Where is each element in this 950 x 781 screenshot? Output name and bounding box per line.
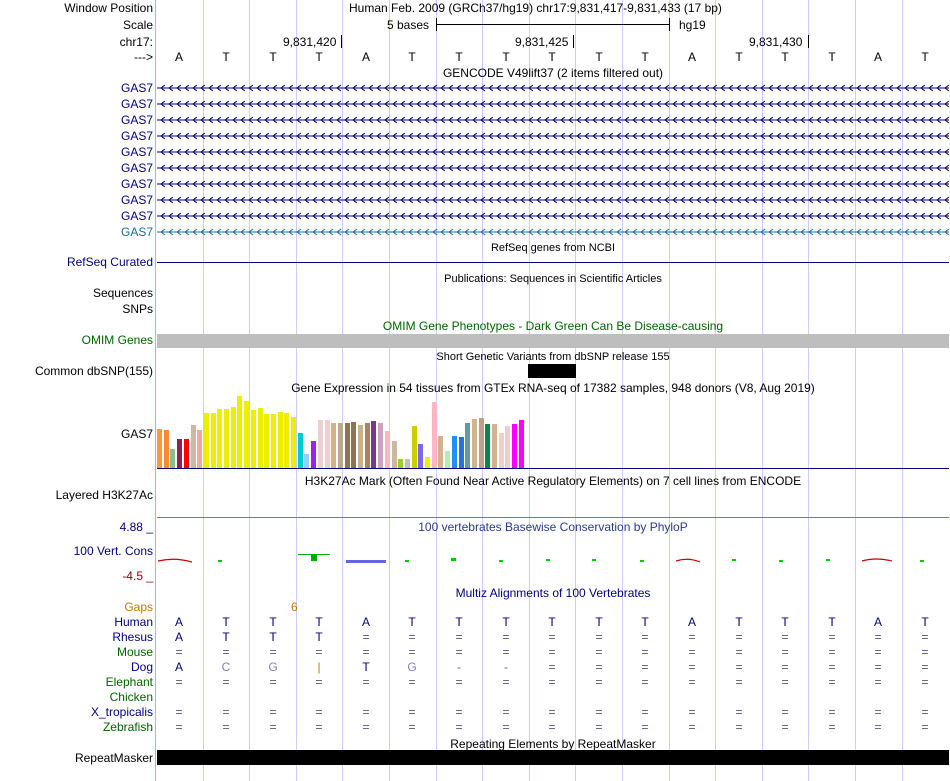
multiz-base: A bbox=[687, 615, 696, 629]
chrom-label: chr17: bbox=[119, 35, 153, 49]
multiz-base: T bbox=[921, 615, 929, 629]
multiz-base: = bbox=[502, 675, 510, 689]
multiz-base: = bbox=[641, 630, 649, 644]
multiz-base: = bbox=[502, 720, 510, 734]
window-position-text: Human Feb. 2009 (GRCh37/hg19) chr17:9,831,417-9,831,433 (17 bp) bbox=[349, 1, 722, 15]
multiz-base: = bbox=[874, 675, 882, 689]
gencode-item-label[interactable]: GAS7 bbox=[120, 225, 153, 239]
phylop-positive-bar[interactable] bbox=[311, 554, 317, 561]
gencode-item-label[interactable]: GAS7 bbox=[120, 177, 153, 191]
base-letter: T bbox=[735, 50, 743, 64]
strand-label: ---> bbox=[134, 50, 153, 64]
dbsnp-track-title[interactable]: Short Genetic Variants from dbSNP release 155 bbox=[436, 351, 670, 363]
multiz-base: = bbox=[781, 660, 789, 674]
multiz-base: T bbox=[222, 630, 230, 644]
gencode-item-label[interactable]: GAS7 bbox=[120, 81, 153, 95]
multiz-base: T bbox=[781, 615, 789, 629]
multiz-base: = bbox=[735, 675, 743, 689]
phylop-positive-bar[interactable] bbox=[732, 559, 736, 561]
phylop-min-label: -4.5 _ bbox=[122, 569, 153, 583]
refseq-track-title[interactable]: RefSeq genes from NCBI bbox=[490, 242, 616, 254]
multiz-base: T bbox=[735, 615, 743, 629]
base-letter: A bbox=[174, 50, 183, 64]
phylop-track-title[interactable]: 100 vertebrates Basewise Conservation by PhyloP bbox=[418, 520, 688, 534]
multiz-base: = bbox=[921, 675, 929, 689]
multiz-base: = bbox=[408, 675, 416, 689]
multiz-base: = bbox=[874, 705, 882, 719]
phylop-positive-bar[interactable] bbox=[920, 560, 924, 562]
phylop-negative-bar[interactable] bbox=[346, 560, 386, 563]
multiz-base: = bbox=[828, 705, 836, 719]
multiz-base: = bbox=[502, 630, 510, 644]
multiz-base: = bbox=[781, 675, 789, 689]
refseq-label[interactable]: RefSeq Curated bbox=[66, 255, 153, 269]
multiz-base: = bbox=[874, 645, 882, 659]
multiz-track-title[interactable]: Multiz Alignments of 100 Vertebrates bbox=[455, 586, 651, 600]
multiz-base: T bbox=[548, 615, 556, 629]
multiz-base: = bbox=[408, 645, 416, 659]
gencode-item-label[interactable]: GAS7 bbox=[120, 129, 153, 143]
multiz-base: = bbox=[828, 675, 836, 689]
base-letter: T bbox=[408, 50, 416, 64]
multiz-species-label[interactable]: Zebrafish bbox=[102, 720, 153, 734]
phylop-label[interactable]: 100 Vert. Cons bbox=[73, 544, 153, 558]
multiz-base: = bbox=[408, 720, 416, 734]
multiz-base: = bbox=[269, 645, 277, 659]
multiz-base: T bbox=[828, 615, 836, 629]
multiz-base: T bbox=[408, 615, 416, 629]
phylop-positive-bar[interactable] bbox=[218, 560, 222, 562]
multiz-base: = bbox=[641, 720, 649, 734]
multiz-base: = bbox=[641, 675, 649, 689]
multiz-base: = bbox=[175, 720, 183, 734]
repeatmasker-label[interactable]: RepeatMasker bbox=[74, 751, 153, 765]
multiz-base: T bbox=[641, 615, 649, 629]
base-letter: A bbox=[361, 50, 370, 64]
gencode-track-title[interactable]: GENCODE V49lift37 (2 items filtered out) bbox=[442, 66, 664, 80]
multiz-base: = bbox=[408, 630, 416, 644]
repeatmasker-bar[interactable] bbox=[157, 750, 949, 765]
multiz-base: = bbox=[921, 705, 929, 719]
multiz-base: = bbox=[362, 675, 370, 689]
multiz-base: T bbox=[502, 615, 510, 629]
base-letter: T bbox=[641, 50, 649, 64]
multiz-base: = bbox=[595, 720, 603, 734]
phylop-max-label: 4.88 _ bbox=[119, 520, 153, 534]
multiz-base: = bbox=[455, 645, 463, 659]
base-letter: T bbox=[222, 50, 230, 64]
multiz-base: = bbox=[688, 645, 696, 659]
multiz-base: A bbox=[361, 615, 370, 629]
multiz-base: = bbox=[548, 660, 556, 674]
multiz-base: = bbox=[688, 675, 696, 689]
multiz-base: = bbox=[269, 675, 277, 689]
multiz-base: = bbox=[408, 705, 416, 719]
h3k27ac-track-title[interactable]: H3K27Ac Mark (Often Found Near Active Regulatory Elements) on 7 cell lines from ENCODE bbox=[304, 474, 802, 488]
multiz-gaps-label[interactable]: Gaps bbox=[124, 600, 153, 614]
multiz-base: = bbox=[874, 660, 882, 674]
base-letter: T bbox=[921, 50, 929, 64]
multiz-base: = bbox=[548, 645, 556, 659]
multiz-base: = bbox=[921, 660, 929, 674]
dbsnp-label[interactable]: Common dbSNP(155) bbox=[34, 364, 153, 378]
multiz-base: = bbox=[222, 705, 230, 719]
multiz-base: = bbox=[781, 630, 789, 644]
multiz-base: A bbox=[174, 630, 183, 644]
multiz-species-label[interactable]: X_tropicalis bbox=[90, 705, 153, 719]
multiz-base: = bbox=[548, 720, 556, 734]
multiz-base: = bbox=[548, 705, 556, 719]
base-letter: T bbox=[548, 50, 556, 64]
multiz-base: = bbox=[455, 705, 463, 719]
window-position-label: Window Position bbox=[64, 1, 153, 15]
multiz-base: = bbox=[502, 645, 510, 659]
multiz-base: = bbox=[595, 675, 603, 689]
multiz-base: = bbox=[641, 705, 649, 719]
multiz-base: - bbox=[504, 660, 508, 674]
multiz-base: A bbox=[174, 615, 183, 629]
base-letter: T bbox=[781, 50, 789, 64]
multiz-base: = bbox=[595, 660, 603, 674]
phylop-positive-bar[interactable] bbox=[499, 560, 503, 562]
omim-track-title[interactable]: OMIM Gene Phenotypes - Dark Green Can Be Disease-causing bbox=[382, 319, 724, 333]
publications-snps-label[interactable]: SNPs bbox=[122, 302, 153, 316]
multiz-base: = bbox=[641, 660, 649, 674]
multiz-base: = bbox=[455, 630, 463, 644]
h3k27ac-label[interactable]: Layered H3K27Ac bbox=[55, 488, 153, 502]
multiz-base: = bbox=[921, 630, 929, 644]
multiz-base: = bbox=[828, 645, 836, 659]
gencode-item-label[interactable]: GAS7 bbox=[120, 145, 153, 159]
multiz-base: = bbox=[315, 720, 323, 734]
phylop-negative-segment[interactable] bbox=[158, 559, 192, 562]
multiz-species-label[interactable]: Chicken bbox=[109, 690, 153, 704]
base-letter: A bbox=[873, 50, 882, 64]
multiz-base: = bbox=[315, 675, 323, 689]
phylop-negative-segment[interactable] bbox=[676, 559, 700, 562]
multiz-base: C bbox=[221, 660, 231, 674]
multiz-base: = bbox=[362, 720, 370, 734]
base-letter: T bbox=[455, 50, 463, 64]
phylop-positive-bar[interactable] bbox=[592, 559, 596, 561]
multiz-base: T bbox=[362, 660, 370, 674]
coord-tick-1: 9,831,420 bbox=[283, 35, 337, 49]
publications-sequences-label[interactable]: Sequences bbox=[92, 286, 153, 300]
phylop-positive-bar[interactable] bbox=[546, 559, 550, 561]
multiz-base: = bbox=[595, 630, 603, 644]
multiz-base: = bbox=[735, 645, 743, 659]
multiz-base: = bbox=[641, 645, 649, 659]
multiz-base: = bbox=[688, 705, 696, 719]
multiz-base: = bbox=[688, 660, 696, 674]
multiz-base: = bbox=[222, 720, 230, 734]
phylop-positive-bar[interactable] bbox=[640, 560, 644, 562]
multiz-base: = bbox=[502, 705, 510, 719]
gtex-label[interactable]: GAS7 bbox=[120, 427, 153, 441]
gencode-item-label[interactable]: GAS7 bbox=[120, 193, 153, 207]
multiz-base: = bbox=[362, 630, 370, 644]
multiz-base: = bbox=[828, 720, 836, 734]
multiz-base: = bbox=[735, 720, 743, 734]
base-letter: T bbox=[315, 50, 323, 64]
multiz-base: = bbox=[548, 630, 556, 644]
scale-assembly: hg19 bbox=[679, 18, 706, 32]
multiz-species-label[interactable]: Rhesus bbox=[112, 630, 153, 644]
multiz-base: T bbox=[269, 615, 277, 629]
multiz-base: = bbox=[828, 660, 836, 674]
multiz-base: T bbox=[222, 615, 230, 629]
omim-label[interactable]: OMIM Genes bbox=[81, 333, 153, 347]
multiz-base: A bbox=[873, 615, 882, 629]
multiz-base: T bbox=[315, 630, 323, 644]
multiz-base: = bbox=[222, 675, 230, 689]
base-letter: T bbox=[595, 50, 603, 64]
multiz-base: = bbox=[175, 705, 183, 719]
multiz-base: = bbox=[269, 705, 277, 719]
multiz-base: = bbox=[362, 645, 370, 659]
multiz-species-label[interactable]: Mouse bbox=[116, 645, 153, 659]
multiz-base: = bbox=[921, 720, 929, 734]
coord-tick-2: 9,831,425 bbox=[515, 35, 569, 49]
multiz-base: = bbox=[921, 645, 929, 659]
phylop-positive-bar[interactable] bbox=[451, 558, 456, 561]
gencode-item-label[interactable]: GAS7 bbox=[120, 97, 153, 111]
multiz-base: = bbox=[874, 630, 882, 644]
scale-label: Scale bbox=[122, 18, 153, 32]
multiz-base: = bbox=[595, 705, 603, 719]
multiz-base: = bbox=[688, 720, 696, 734]
multiz-base: = bbox=[548, 675, 556, 689]
multiz-base: = bbox=[781, 645, 789, 659]
coord-tick-3: 9,831,430 bbox=[749, 35, 803, 49]
gencode-item-label[interactable]: GAS7 bbox=[120, 209, 153, 223]
multiz-base: = bbox=[455, 675, 463, 689]
multiz-base: T bbox=[315, 615, 323, 629]
phylop-positive-bar[interactable] bbox=[779, 560, 783, 562]
multiz-base: = bbox=[735, 705, 743, 719]
multiz-base: = bbox=[595, 645, 603, 659]
multiz-base: T bbox=[269, 630, 277, 644]
multiz-base: = bbox=[315, 705, 323, 719]
base-letter: T bbox=[502, 50, 510, 64]
publications-track-title[interactable]: Publications: Sequences in Scientific Articles bbox=[444, 273, 662, 285]
multiz-base: = bbox=[688, 630, 696, 644]
multiz-base: = bbox=[175, 645, 183, 659]
multiz-base: T bbox=[595, 615, 603, 629]
multiz-base: G bbox=[268, 660, 278, 674]
multiz-base: - bbox=[457, 660, 461, 674]
multiz-base: = bbox=[362, 705, 370, 719]
gencode-item-label[interactable]: GAS7 bbox=[120, 161, 153, 175]
base-letter: T bbox=[269, 50, 277, 64]
multiz-base: = bbox=[735, 630, 743, 644]
multiz-species-label[interactable]: Human bbox=[114, 615, 153, 629]
multiz-species-label[interactable]: Dog bbox=[130, 660, 153, 674]
base-letter: T bbox=[828, 50, 836, 64]
multiz-base: = bbox=[315, 645, 323, 659]
multiz-base: = bbox=[269, 720, 277, 734]
multiz-base: = bbox=[828, 630, 836, 644]
multiz-base: = bbox=[735, 660, 743, 674]
multiz-base: = bbox=[455, 720, 463, 734]
multiz-base: G bbox=[407, 660, 417, 674]
multiz-base: T bbox=[455, 615, 463, 629]
multiz-base: | bbox=[317, 660, 321, 674]
gtex-track-title[interactable]: Gene Expression in 54 tissues from GTEx RNA-seq of 17382 samples, 948 donors (V8, Aug 2019) bbox=[291, 381, 815, 395]
multiz-base: A bbox=[174, 660, 183, 674]
scale-text: 5 bases bbox=[387, 18, 430, 32]
phylop-negative-segment[interactable] bbox=[862, 559, 892, 561]
phylop-positive-bar[interactable] bbox=[826, 559, 830, 561]
multiz-species-label[interactable]: Elephant bbox=[105, 675, 153, 689]
multiz-base: = bbox=[781, 705, 789, 719]
multiz-base: = bbox=[175, 675, 183, 689]
repeatmasker-track-title[interactable]: Repeating Elements by RepeatMasker bbox=[450, 737, 656, 751]
phylop-positive-bar[interactable] bbox=[405, 560, 409, 562]
multiz-base: = bbox=[874, 720, 882, 734]
multiz-base: = bbox=[781, 720, 789, 734]
multiz-gaps-marker[interactable]: 6 bbox=[291, 600, 298, 614]
multiz-base: = bbox=[222, 645, 230, 659]
gencode-item-label[interactable]: GAS7 bbox=[120, 113, 153, 127]
base-letter: A bbox=[687, 50, 696, 64]
